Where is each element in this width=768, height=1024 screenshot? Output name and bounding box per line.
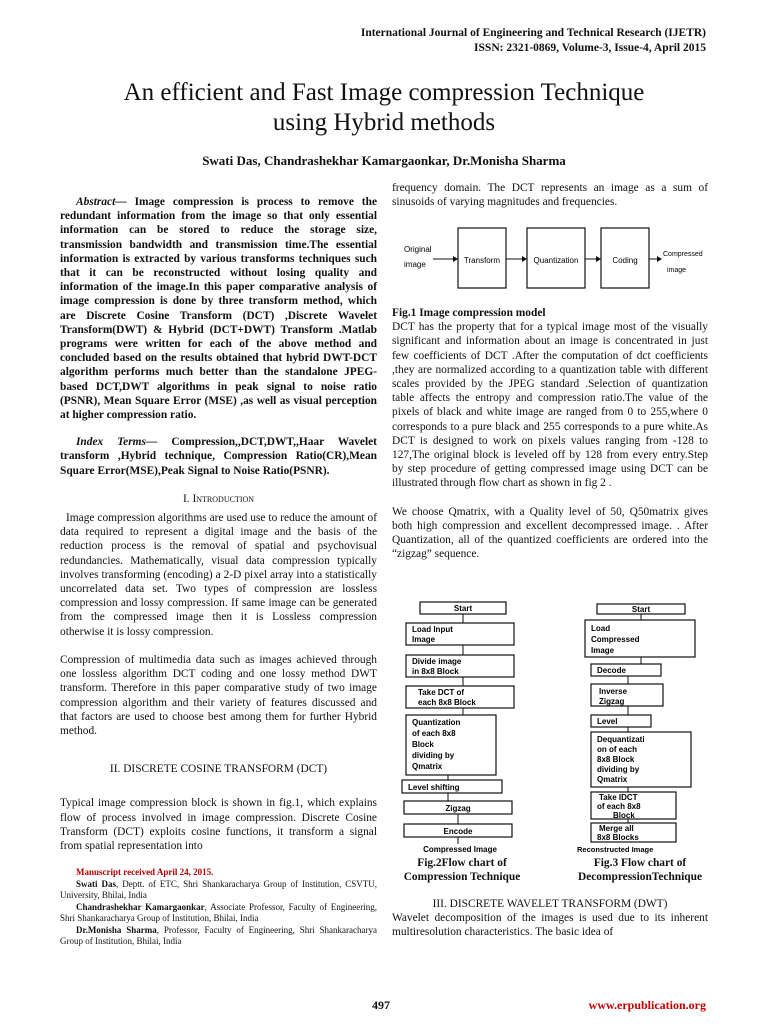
fig2-start: Start: [453, 604, 473, 613]
intro-paragraph-2: Compression of multimedia data such as images achieved through one lossless algorithm DCT coding and one lossy method DWT transform. Therefore in this paper comparative study of two image compression algorithm and their variety of features discussed and that factors are used to choose best among them for further Hybrid method.: [60, 653, 377, 737]
fig2-step1-line1: Load Input: [412, 625, 453, 634]
fig2-step2-line1: Divide image: [412, 657, 462, 666]
dct-paragraph-1: Typical image compression block is shown in fig.1, which explains flow of process involved in image compression. Discrete Cosine Transform (DCT) exploits cosine functions, it transform a signal from spatial representation into: [60, 797, 377, 852]
fig3-caption: [566, 856, 714, 884]
fig2-step3-line2: each 8x8 Block: [418, 698, 476, 707]
fig3-step1-line2: Compressed: [591, 635, 640, 644]
dwt-paragraph-1: Wavelet decomposition of the images is used due to its inherent multiresolution characteristics. The basic idea of: [392, 912, 708, 939]
abstract-text: Image compression is process to remove the redundant information from the image so that only essential information can be stored to reduce the storage size, transmission bandwidth and transmission time.The essential information is extracted by various transforms techniques such that it can be reconstructed without losing quality and information of the image.In this paper comparative analysis of image compression is done by three transform method, which are Discrete Cosine Transform (DCT) ,Discrete Wavelet Transform(DWT) & Hybrid (DCT+DWT) Transform .Matlab programs were written for each of the above method and concluded based on the results obtained that hybrid DWT-DCT algorithm performs much better than the standalone JPEG-based DCT,DWT algorithms in peak signal to noise ratio (PSNR), Mean Square Error (MSE) ,as well as visual perception at higher compression ratio.: [60, 196, 377, 422]
title-line-2: using Hybrid methods: [272, 109, 496, 136]
fig1-transform-label: Transform: [463, 256, 501, 265]
left-column: [60, 195, 377, 853]
fig3-end: Reconstructed Image: [577, 845, 654, 854]
authors: Swati Das, Chandrashekhar Kamargaonkar, Dr.Monisha Sharma: [202, 153, 566, 168]
fig2-step3-line1: Take DCT of: [418, 688, 465, 697]
section-2-heading: II. DISCRETE COSINE TRANSFORM (DCT): [109, 763, 328, 776]
footnote-author-2: [60, 902, 377, 925]
fig2-caption-line-2: Compression Technique: [403, 871, 521, 884]
footnote-author-2-name: Chandrashekhar Kamargaonkar: [76, 901, 205, 912]
fig3-step5-line3: 8x8 Block: [597, 755, 635, 764]
fig2-step5: Level shifting: [408, 783, 460, 792]
fig3-step6-line2: of each 8x8: [597, 802, 641, 811]
journal-header: [361, 26, 706, 56]
fig2-step7: Encode: [443, 827, 473, 836]
website-link[interactable]: www.erpublication.org: [588, 998, 706, 1012]
section-3-heading: III. DISCRETE WAVELET TRANSFORM (DWT): [432, 898, 668, 910]
manuscript-received: Manuscript received April 24, 2015.: [76, 867, 214, 877]
right-column-mid: [392, 306, 708, 561]
intro-paragraph-1: Image compression algorithms are used use to reduce the amount of data required to represent a digital image and the basis of the reduction process is the removal of spatial and psychovisual redundancies. Mathematically, visual data compression typically involves transforming (encoding) a 2-D pixel array into a statistically uncorrelated data set. Two types of compression are lossless compression and lossy compression. If same image can be generated from the compressed image then it is Lossless compression otherwise it is lossy compression.: [60, 512, 377, 638]
section-1-title: Introduction: [192, 492, 255, 505]
fig2-step6: Zigzag: [445, 804, 471, 813]
fig2-caption: [392, 856, 532, 884]
right-paragraph-1: DCT has the property that for a typical image most of the visually significant and information about an image is concentrated in just few coefficients of DCT .After the computation of dct coefficients ,they are normalized according to a quantization table with different scales provided by the JPEG standard .Selection of quantization table affects the entropy and compression ratio.The value of the pixels of black and white image are ranged from 0 to 255,where 0 corresponds to a pure black and 255 corresponds to a pure white.As DCT is designed to work on pixels values ranging from -128 to 127,The original block is leveled off by 128 from every entry.Step by step procedure of getting compressed image using DCT can be illustrated through flow chart as shown in fig 2 .: [392, 321, 708, 490]
fig1-coding-label: Coding: [612, 256, 638, 265]
fig2-step4-line3: Block: [412, 740, 434, 749]
footnote-author-3: [60, 925, 377, 948]
author-1: Swati Das: [202, 153, 258, 168]
author-3: Dr.Monisha Sharma: [452, 153, 566, 168]
fig3-step2: Decode: [597, 666, 626, 675]
fig2-flowchart: [398, 600, 528, 856]
footnote-author-1: [60, 879, 377, 902]
fig3-step5-line2: on of each: [597, 745, 638, 754]
index-terms-label: Index Terms—: [76, 436, 158, 449]
footnote-author-3-name: Dr.Monisha Sharma: [76, 924, 157, 935]
right-column-bottom: [392, 897, 708, 940]
fig3-step7-line2: 8x8 Blocks: [597, 833, 639, 842]
fig3-caption-line-1: Fig.3 Flow chart of: [593, 857, 687, 869]
right-paragraph-0: frequency domain. The DCT represents an image as a sum of sinusoids of varying magnitudes and frequencies.: [392, 182, 708, 209]
fig1-input-label-1: Original: [404, 245, 432, 254]
footnote-author-1-text: , Deptt. of ETC, Shri Shankaracharya Group of Institution, CSVTU, University, Bhilai, India: [60, 878, 377, 900]
footnote-author-1-name: Swati Das: [76, 878, 116, 889]
right-column-top: [392, 181, 708, 209]
fig3-step7-line1: Merge all: [599, 824, 634, 833]
fig1-output-label-2: image: [667, 267, 687, 274]
fig3-step3-line1: Inverse: [599, 687, 628, 696]
fig1-caption: Fig.1 Image compression model: [392, 307, 546, 319]
fig2-step1-line2: Image: [412, 635, 436, 644]
footnote: [60, 867, 377, 948]
fig2-step4-line2: of each 8x8: [412, 729, 456, 738]
fig3-step3-line2: Zigzag: [599, 697, 625, 706]
fig2-step4-line5: Qmatrix: [412, 762, 443, 771]
section-1-number: I.: [182, 492, 190, 505]
fig3-step6-line3: Block: [613, 811, 635, 820]
author-2: Chandrashekhar Kamargaonkar: [263, 153, 447, 168]
fig2-step4-line1: Quantization: [412, 718, 461, 727]
paper-title: [40, 78, 728, 138]
section-1-heading: [60, 492, 377, 506]
fig3-step5-line1: Dequantizati: [597, 735, 645, 744]
title-line-1: An efficient and Fast Image compression Technique: [123, 79, 645, 106]
fig1-output-label-1: Compressed: [663, 251, 703, 258]
fig3-step5-line5: Qmatrix: [597, 775, 628, 784]
right-paragraph-2: We choose Qmatrix, with a Quality level of 50, Q50matrix gives both high compression and excellent decompressed image. . After Quantization, all of the quantized coefficients are ordered into the “zigzag” sequence.: [392, 505, 708, 561]
fig1-input-label-2: image: [404, 260, 426, 269]
fig1-diagram: [395, 222, 710, 290]
fig2-step2-line2: in 8x8 Block: [412, 667, 459, 676]
issn-line: ISSN: 2321-0869, Volume-3, Issue-4, April 2015: [474, 42, 706, 54]
fig2-caption-line-1: Fig.2Flow chart of: [417, 857, 507, 869]
abstract: [60, 195, 377, 422]
fig3-caption-line-2: DecompressionTechnique: [577, 871, 703, 884]
footnote-author-2-text: , Associate Professor, Faculty of Engineering, Shri Shankaracharya Group of Institution, Bhilai, India: [60, 901, 377, 923]
fig3-flowchart: [573, 600, 708, 856]
fig1-quantization-label: Quantization: [533, 256, 579, 265]
fig3-start: Start: [631, 605, 651, 614]
page-number: 497: [372, 998, 390, 1012]
abstract-label: Abstract—: [76, 196, 127, 208]
fig3-step1-line3: Image: [591, 646, 615, 655]
fig3-step5-line4: dividing by: [597, 765, 640, 774]
fig2-end: Compressed Image: [423, 845, 497, 854]
index-terms: [60, 435, 377, 478]
fig3-step6-line1: Take IDCT: [599, 793, 638, 802]
fig3-step1-line1: Load: [591, 624, 611, 633]
fig2-step4-line4: dividing by: [412, 751, 455, 760]
fig3-step4: Level: [597, 717, 618, 726]
footnote-author-3-text: , Professor, Faculty of Engineering, Shri Shankaracharya Group of Institution, Bhilai, India: [60, 924, 377, 946]
index-terms-text: Compression,,DCT,DWT,,Haar Wavelet transform ,Hybrid technique, Compression Ratio(CR),Mean Square Error(MSE),Peak Signal to Noise Ratio(PSNR).: [60, 436, 377, 477]
journal-name: International Journal of Engineering and Technical Research (IJETR): [360, 27, 706, 39]
